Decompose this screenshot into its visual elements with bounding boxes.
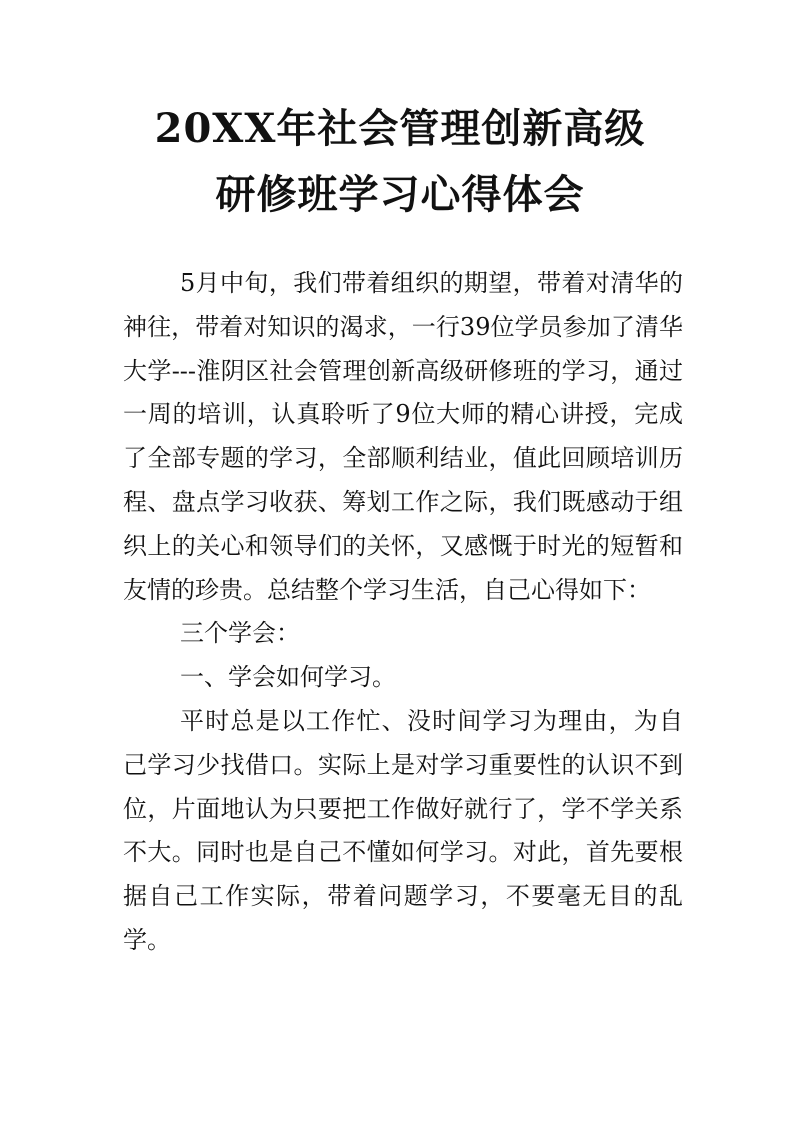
body-paragraph: 平时总是以工作忙、没时间学习为理由，为自己学习少找借口。实际上是对学习重要性的认识不到位，片面地认为只要把工作做好就行了，学不学关系不大。同时也是自己不懂如何学习。对此，首先要根据自己工作实际，带着问题学习，不要毫无目的乱学。: [123, 706, 683, 954]
section-heading: 三个学会：: [180, 619, 300, 648]
document-body: [123, 262, 683, 963]
title-line-2: 研修班学习心得体会: [215, 171, 585, 218]
title-line-1: 20XX年社会管理创新高级: [154, 105, 646, 152]
subsection-heading: 一、学会如何学习。: [180, 663, 396, 692]
intro-paragraph: 5月中旬，我们带着组织的期望，带着对清华的神往，带着对知识的渴求，一行39位学员参加了清华大学---淮阴区社会管理创新高级研修班的学习，通过一周的培训，认真聆听了9位大师的精心讲授，完成了全部专题的学习，全部顺利结业，值此回顾培训历程、盘点学习收获、筹划工作之际，我们既感动于组织上的关心和领导们的关怀，又感慨于时光的短暂和友情的珍贵。总结整个学习生活，自己心得如下：: [123, 269, 683, 604]
document-title: [100, 96, 700, 228]
